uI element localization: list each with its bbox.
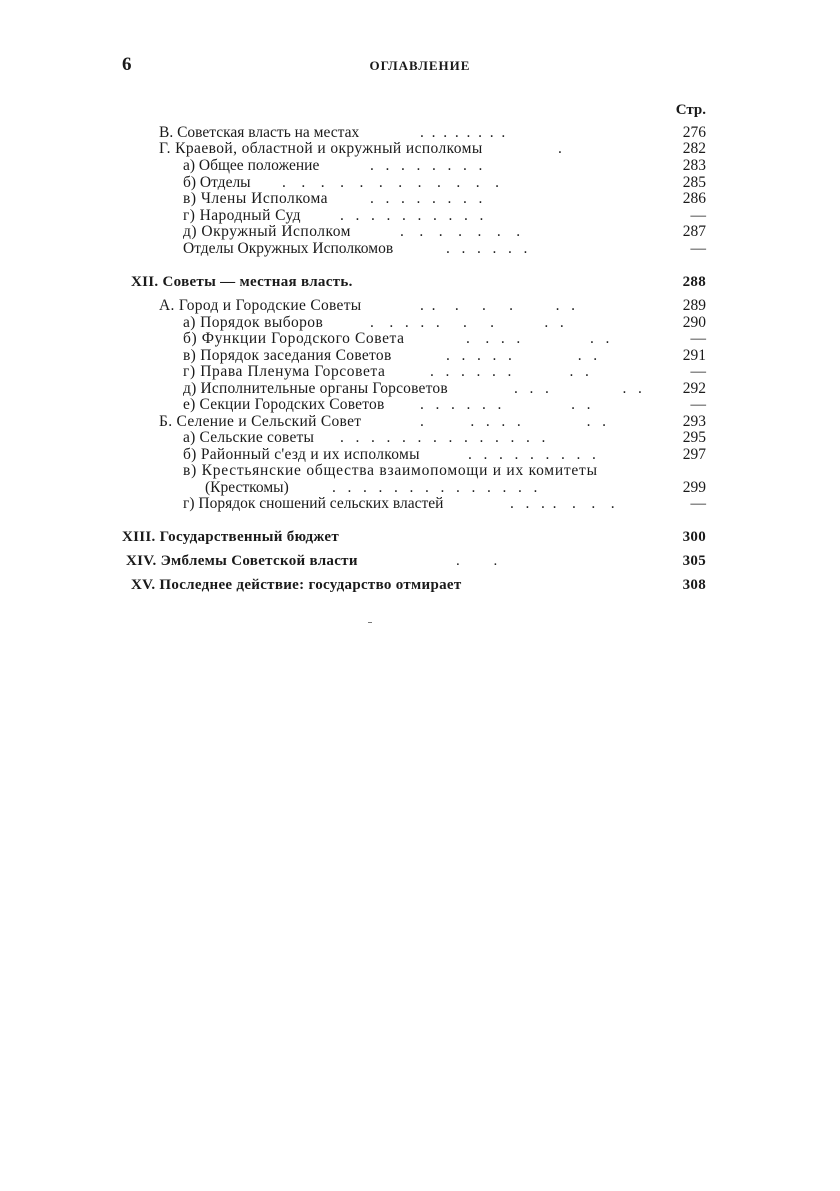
toc-entry-page: 285 (682, 174, 706, 191)
toc-entry-title: а) Порядок выборов (183, 314, 324, 331)
toc-entry-page: 276 (682, 124, 706, 141)
toc-entry-title: г) Права Пленума Горсовета (183, 363, 386, 380)
toc-chapter-title: XII. Советы — местная власть. (131, 274, 353, 290)
dot-leader: . . . . . . . . . . . . . . (332, 479, 538, 496)
dot-leader: . . . . . . . (510, 495, 615, 512)
dot-leader: . . . . . . . . (420, 396, 591, 413)
toc-entry (0, 396, 840, 413)
toc-entry-title: б) Отделы (183, 174, 251, 191)
dot-leader: . . . . . . . . (370, 190, 483, 207)
toc-entry-title: г) Народный Суд (183, 207, 301, 224)
toc-entry (0, 190, 840, 207)
toc-entry-title: а) Общее положение (183, 157, 320, 174)
toc-entry-page: 283 (682, 157, 706, 174)
toc-entry-page: 291 (682, 347, 706, 364)
toc-entry (0, 330, 840, 347)
toc-entry-title: Г. Краевой, областной и окружный исполкомы (159, 140, 483, 157)
toc-entry-page: 288 (682, 274, 706, 290)
toc-entry (0, 347, 840, 364)
page-column-label: Стр. (675, 102, 706, 118)
dot-leader: . . . . . . . . . . (340, 207, 484, 224)
toc-entry (0, 462, 840, 479)
running-head: ОГЛАВЛЕНИЕ (369, 58, 471, 73)
toc-entry-title: г) Порядок сношений сельских властей (183, 495, 444, 512)
page-number: 6 (122, 54, 132, 75)
toc-entry-page: — (690, 363, 706, 380)
toc-entry-page: — (690, 330, 706, 347)
dot-leader: . . . . . (514, 380, 642, 397)
toc-entry (0, 174, 840, 191)
toc-entry-page: — (690, 495, 706, 512)
toc-entry (0, 207, 840, 224)
dot-leader: . . . . . . . . . . . . . . (340, 429, 546, 446)
toc-entry (0, 297, 840, 314)
dot-leader: . . . . . . . . (420, 124, 506, 141)
toc-chapter (0, 553, 840, 570)
toc-entry-title: В. Советская власть на местах (159, 124, 360, 141)
toc-entry-page: 290 (682, 314, 706, 331)
toc-entry-title: Отделы Окружных Исполкомов (183, 240, 394, 257)
toc-entry-page: 297 (682, 446, 706, 463)
toc-entry-title: е) Секции Городских Советов (183, 396, 385, 413)
toc-entry-page: 287 (682, 223, 706, 240)
toc-chapter (0, 274, 840, 291)
toc-entry (0, 363, 840, 380)
toc-entry-page: — (690, 207, 706, 224)
toc-entry-page: 305 (682, 553, 706, 569)
toc-entry (0, 495, 840, 512)
toc-chapter (0, 577, 840, 594)
toc-chapter-title: XV. Последнее действие: государство отмирает (131, 577, 462, 593)
toc-chapter-title: XIII. Государственный бюджет (122, 529, 339, 545)
toc-entry-page: 299 (682, 479, 706, 496)
dot-leader: . . . . . . (446, 240, 528, 257)
dot-leader: . (558, 140, 562, 157)
toc-entry (0, 240, 840, 257)
toc-entry-page: 300 (682, 529, 706, 545)
toc-chapter-title: XIV. Эмблемы Советской власти (126, 553, 358, 569)
dot-leader: . . . . . . . . . (370, 314, 564, 331)
toc-entry (0, 124, 840, 141)
toc-entry-title: А. Город и Городские Советы (159, 297, 362, 314)
dot-leader: . . . . . . . (420, 413, 606, 430)
toc-entry-page: 289 (682, 297, 706, 314)
toc-entry-page: 292 (682, 380, 706, 397)
print-speck (368, 622, 372, 623)
toc-entry-title: в) Порядок заседания Советов (183, 347, 392, 364)
toc-entry (0, 140, 840, 157)
dot-leader: . . . . . . . . . (468, 446, 596, 463)
toc-entry (0, 314, 840, 331)
dot-leader: . . . . . . . . . . . . (282, 174, 499, 191)
toc-entry-title: в) Члены Исполкома (183, 190, 329, 207)
toc-entry-title: (Кресткомы) (205, 479, 289, 496)
toc-entry-page: 293 (682, 413, 706, 430)
dot-leader: . . . . . . . (446, 347, 598, 364)
toc-entry (0, 446, 840, 463)
dot-leader: . . . . . . . . (370, 157, 483, 174)
toc-entry-title: б) Районный с'езд и их исполкомы (183, 446, 420, 463)
toc-entry (0, 479, 840, 496)
toc-entry-title: а) Сельские советы (183, 429, 315, 446)
toc-entry-title: д) Исполнительные органы Горсоветов (183, 380, 448, 397)
toc-entry (0, 413, 840, 430)
toc-entry-page: — (690, 240, 706, 257)
toc-entry-page: 282 (682, 140, 706, 157)
toc-entry-title: д) Окружный Исполком (183, 223, 351, 240)
toc-chapter (0, 529, 840, 546)
toc-entry-title: в) Крестьянские общества взаимопомощи и их комитеты (183, 462, 598, 479)
dot-leader: . . . . . . . (400, 223, 521, 240)
toc-entry (0, 157, 840, 174)
dot-leader: . . . . . . (466, 330, 610, 347)
toc-entry-title: Б. Селение и Сельский Совет (159, 413, 362, 430)
dot-leader: . . . . . . . (420, 297, 575, 314)
toc-entry (0, 380, 840, 397)
dot-leader: . . (456, 553, 498, 569)
dot-leader: . . . . . . . . (430, 363, 589, 380)
toc-entry (0, 429, 840, 446)
toc-entry (0, 223, 840, 240)
toc-entry-page: 308 (682, 577, 706, 593)
toc-entry-page: 295 (682, 429, 706, 446)
toc-entry-page: 286 (682, 190, 706, 207)
toc-entry-page: — (690, 396, 706, 413)
toc-entry-title: б) Функции Городского Совета (183, 330, 405, 347)
